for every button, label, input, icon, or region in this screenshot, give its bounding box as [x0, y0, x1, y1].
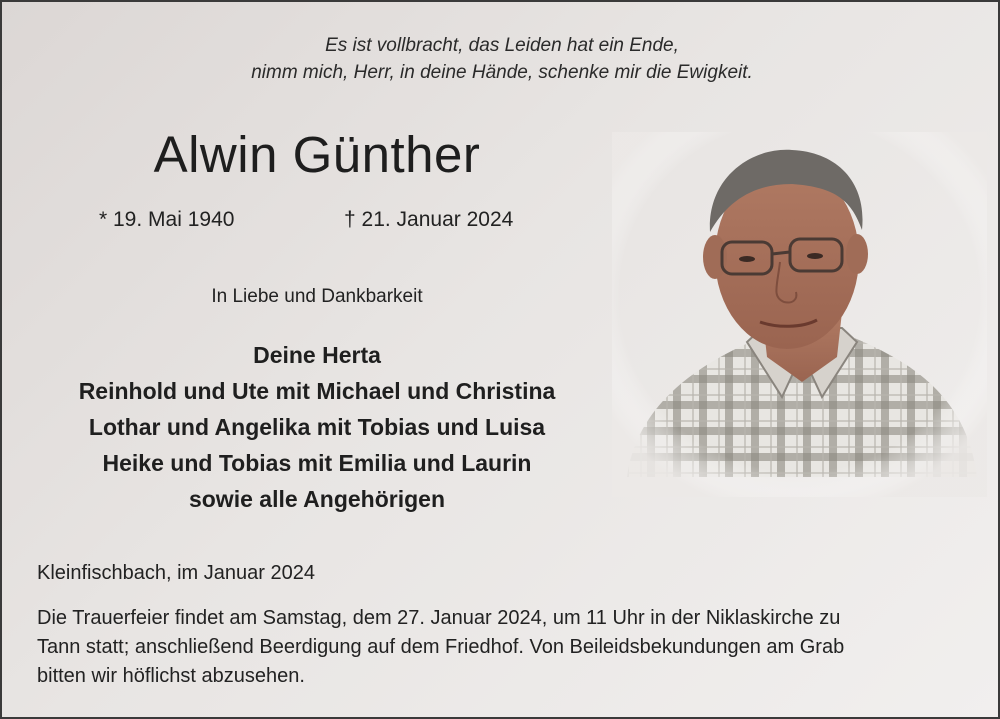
mourner-line: Deine Herta [253, 342, 381, 368]
birth-date: * 19. Mai 1940 [99, 208, 235, 231]
verse [152, 32, 852, 86]
mourner-line: Heike und Tobias mit Emilia und Laurin [102, 450, 532, 476]
notice-line-1: Die Trauerfeier findet am Samstag, dem 27. Januar 2024, um 11 Uhr in der Niklaskirche zu [37, 607, 841, 629]
notice-line-2: Tann statt; anschließend Beerdigung auf dem Friedhof. Von Beileidsbekundungen am Grab [37, 636, 845, 658]
deceased-name: Alwin Günther [153, 126, 481, 183]
mourners-list [22, 337, 612, 517]
dedication: In Liebe und Dankbarkeit [211, 286, 423, 307]
mourner-line: Lothar und Angelika mit Tobias und Luisa [88, 414, 546, 440]
mourner-line: Reinhold und Ute mit Michael und Christina [78, 378, 556, 404]
portrait-photo [612, 132, 987, 497]
funeral-notice [37, 604, 977, 691]
verse-line-1: Es ist vollbracht, das Leiden hat ein Ende, [325, 35, 679, 56]
verse-line-2: nimm mich, Herr, in deine Hände, schenke mir die Ewigkeit. [251, 62, 753, 83]
death-date: † 21. Januar 2024 [344, 208, 514, 231]
mourner-line: sowie alle Angehörigen [188, 486, 446, 512]
place-date: Kleinfischbach, im Januar 2024 [37, 562, 315, 584]
notice-line-3: bitten wir höflichst abzusehen. [37, 665, 305, 687]
